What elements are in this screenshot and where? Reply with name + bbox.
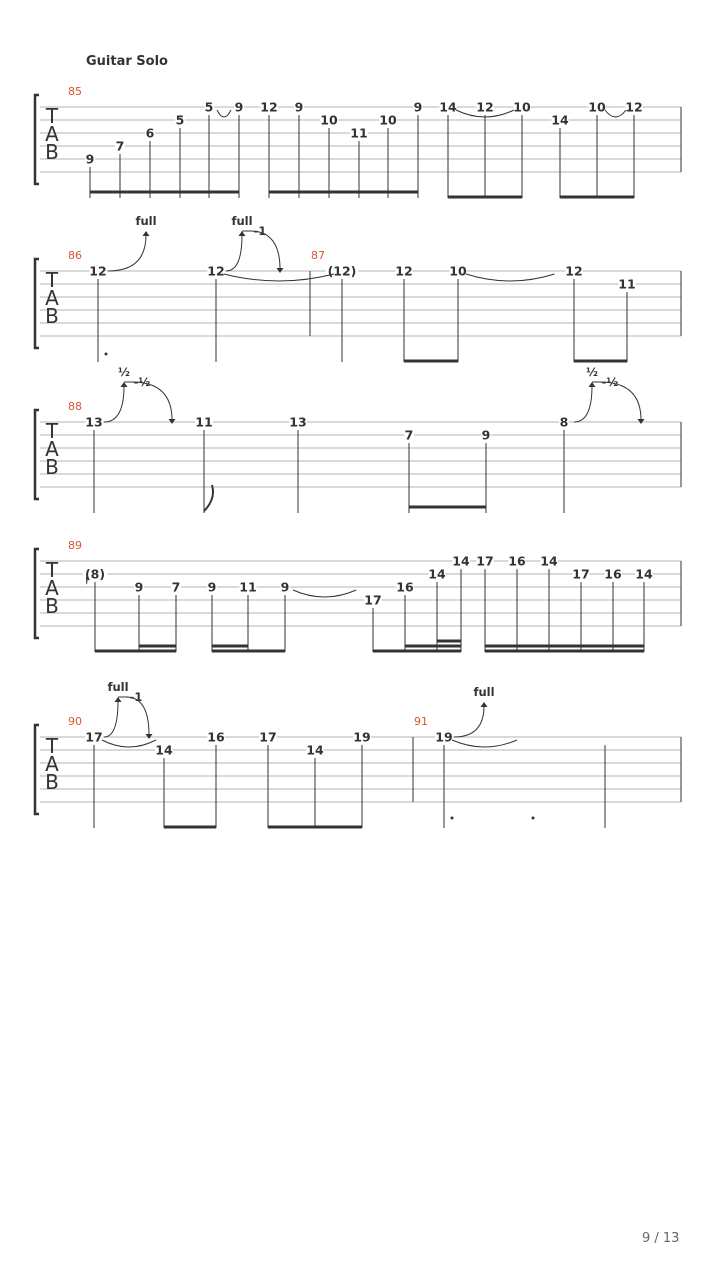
bend-curve: [454, 706, 484, 737]
fret-number: 17: [85, 729, 103, 745]
bend-label: full: [473, 685, 495, 699]
release-label: -1: [253, 224, 267, 238]
fret-number: 11: [239, 579, 257, 595]
measure-number: 89: [68, 539, 82, 552]
fret-number: 11: [195, 414, 213, 430]
beam: [373, 650, 461, 653]
beam: [485, 650, 644, 653]
fret-number: 11: [350, 125, 368, 141]
tab-clef-letter: T: [45, 558, 59, 582]
fret-number: 9: [413, 99, 423, 115]
measure-number: 90: [68, 715, 82, 728]
measure-number: 88: [68, 400, 82, 413]
fret-number: 9: [134, 579, 144, 595]
tie: [102, 740, 156, 747]
tab-clef-letter: B: [45, 455, 59, 479]
fret-number: 9: [280, 579, 290, 595]
tab-clef-letter: A: [45, 437, 59, 461]
bend-curve: [574, 386, 592, 422]
tab-clef-letter: A: [45, 122, 59, 146]
beam: [404, 360, 458, 363]
tab-clef-letter: T: [45, 419, 59, 443]
tab-clef-letter: T: [45, 734, 59, 758]
fret-number: 16: [508, 553, 526, 569]
fret-number: 14: [551, 112, 569, 128]
system-bracket: [35, 95, 39, 184]
page-number: 9 / 13: [642, 1231, 680, 1246]
fret-number: 16: [396, 579, 414, 595]
fret-number: 7: [404, 427, 414, 443]
fret-number: 14: [306, 742, 324, 758]
beam: [485, 645, 644, 648]
fret-number: 14: [428, 566, 446, 582]
tie: [466, 274, 554, 281]
fret-number: 12: [565, 263, 583, 279]
fret-number: 17: [572, 566, 590, 582]
fret-number: 12: [395, 263, 413, 279]
beam: [409, 506, 486, 509]
fret-number: 5: [175, 112, 185, 128]
tie: [87, 577, 88, 584]
system-bracket: [35, 725, 39, 814]
fret-number: 14: [155, 742, 173, 758]
system-bracket: [35, 549, 39, 638]
release-label: -½: [133, 375, 151, 389]
fret-number: 16: [604, 566, 622, 582]
beam: [139, 645, 176, 648]
fret-number: 12: [476, 99, 494, 115]
fret-number: 12: [89, 263, 107, 279]
bend-curve: [108, 235, 146, 271]
beam: [212, 645, 248, 648]
tie: [452, 740, 517, 747]
beam: [95, 650, 176, 653]
bend-label: ½: [118, 365, 130, 379]
fret-number: (12): [327, 263, 357, 279]
dotted-note: [532, 817, 535, 820]
tie: [224, 274, 334, 281]
beam: [212, 650, 285, 653]
fret-number: (8): [84, 566, 106, 582]
bend-curve: [104, 701, 118, 737]
fret-number: 13: [289, 414, 307, 430]
tab-clef-letter: T: [45, 104, 59, 128]
release-label: -1: [129, 690, 143, 704]
fret-number: 9: [481, 427, 491, 443]
bend-arrowhead: [115, 697, 122, 702]
bend-curve: [226, 235, 242, 271]
fret-number: 14: [540, 553, 558, 569]
system-bracket: [35, 259, 39, 348]
fret-number: 10: [379, 112, 397, 128]
fret-number: 19: [435, 729, 453, 745]
tie: [605, 110, 626, 117]
fret-number: 17: [259, 729, 277, 745]
bend-arrowhead: [239, 231, 246, 236]
beam: [164, 826, 216, 829]
fret-number: 10: [588, 99, 606, 115]
beam: [560, 196, 634, 199]
fret-number: 9: [85, 151, 95, 167]
fret-number: 6: [145, 125, 155, 141]
fret-number: 10: [320, 112, 338, 128]
beam: [437, 640, 461, 643]
fret-number: 10: [513, 99, 531, 115]
fret-number: 11: [618, 276, 636, 292]
fret-number: 8: [559, 414, 569, 430]
tie: [293, 590, 356, 597]
release-arrowhead: [169, 419, 176, 424]
flag-stroke: [204, 485, 213, 511]
tab-clef-letter: T: [45, 268, 59, 292]
fret-number: 16: [207, 729, 225, 745]
beam: [448, 196, 522, 199]
measure-number: 86: [68, 249, 82, 262]
fret-number: 5: [204, 99, 214, 115]
fret-number: 19: [353, 729, 371, 745]
fret-number: 7: [171, 579, 181, 595]
fret-number: 12: [207, 263, 225, 279]
bend-arrowhead: [481, 702, 488, 707]
bend-label: full: [135, 214, 157, 228]
dotted-note: [105, 353, 108, 356]
beam: [90, 191, 239, 194]
fret-number: 10: [449, 263, 467, 279]
bend-label: full: [231, 214, 253, 228]
fret-number: 9: [207, 579, 217, 595]
beam: [574, 360, 627, 363]
fret-number: 14: [452, 553, 470, 569]
release-label: -½: [601, 375, 619, 389]
fret-number: 9: [294, 99, 304, 115]
fret-number: 14: [439, 99, 457, 115]
bend-curve: [104, 386, 124, 422]
measure-number: 91: [414, 715, 428, 728]
fret-number: 12: [260, 99, 278, 115]
release-arrowhead: [146, 734, 153, 739]
fret-number: 9: [234, 99, 244, 115]
fret-number: 7: [115, 138, 125, 154]
tab-clef-letter: A: [45, 752, 59, 776]
measure-number: 85: [68, 85, 82, 98]
bend-arrowhead: [589, 382, 596, 387]
fret-number: 13: [85, 414, 103, 430]
measure-number: 87: [311, 249, 325, 262]
beam: [268, 826, 362, 829]
tie: [217, 110, 231, 117]
beam: [269, 191, 418, 194]
tab-clef-letter: A: [45, 576, 59, 600]
release-arrowhead: [638, 419, 645, 424]
section-title: Guitar Solo: [86, 54, 168, 69]
release-arrowhead: [277, 268, 284, 273]
bend-label: ½: [586, 365, 598, 379]
bend-arrowhead: [143, 231, 150, 236]
tab-clef-letter: B: [45, 594, 59, 618]
tab-clef-letter: B: [45, 304, 59, 328]
fret-number: 12: [625, 99, 643, 115]
fret-number: 14: [635, 566, 653, 582]
tab-clef-letter: B: [45, 140, 59, 164]
fret-number: 17: [476, 553, 494, 569]
fret-number: 17: [364, 592, 382, 608]
bend-arrowhead: [121, 382, 128, 387]
beam: [405, 645, 461, 648]
tab-clef-letter: B: [45, 770, 59, 794]
dotted-note: [451, 817, 454, 820]
tab-clef-letter: A: [45, 286, 59, 310]
bend-label: full: [107, 680, 129, 694]
system-bracket: [35, 410, 39, 499]
